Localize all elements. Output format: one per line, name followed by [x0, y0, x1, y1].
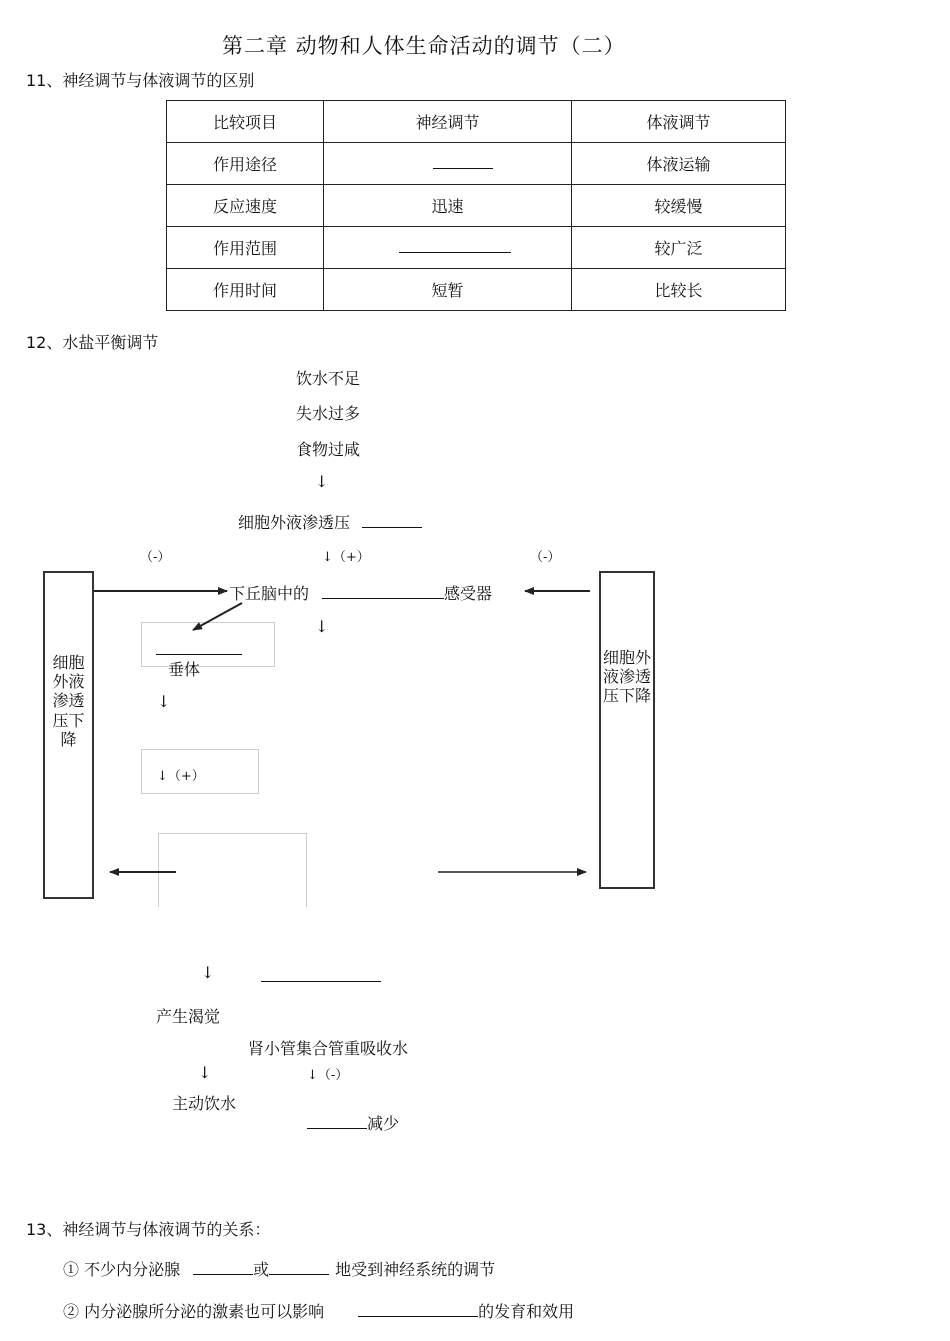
hormone-name-blank — [261, 967, 381, 986]
down-arrow-icon: ↓ — [315, 472, 329, 491]
table-cell-humoral: 较缓慢 — [572, 185, 786, 227]
down-arrow-icon: ↓ — [198, 1063, 212, 1082]
kidney-label: 肾小管集合管重吸收水 — [248, 1039, 409, 1058]
plus-arrow: ↓（+） — [322, 550, 370, 565]
minus-sign-left: （-） — [140, 550, 171, 565]
thirst-label: 产生渴觉 — [156, 1007, 221, 1026]
hypothalamus-suffix: 感受器 — [444, 584, 493, 603]
cause-text: 食物过咸 — [296, 440, 361, 459]
table-cell-neural: 短暂 — [324, 269, 572, 311]
pituitary-label: 垂体 — [168, 660, 201, 679]
table-cell-item: 反应速度 — [167, 185, 324, 227]
relation-text: 的发育和效用 — [478, 1302, 575, 1321]
table-header-cell: 比较项目 — [167, 101, 324, 143]
down-arrow-icon: ↓ — [315, 617, 329, 636]
table-cell-item: 作用时间 — [167, 269, 324, 311]
relation-text: ① 不少内分泌腺 — [63, 1260, 181, 1279]
hypothalamus-prefix: 下丘脑中的 — [229, 584, 310, 603]
section-13-heading: 13、神经调节与体液调节的关系： — [26, 1220, 271, 1239]
left-feedback-text: 细胞外液渗透压下降 — [52, 653, 85, 749]
reduce-text: 减少 — [367, 1114, 400, 1133]
table-cell-humoral: 较广泛 — [572, 227, 786, 269]
relation-line-1 — [63, 1257, 495, 1280]
relation-line-2 — [63, 1299, 574, 1322]
down-arrow-icon: ↓ — [157, 692, 171, 711]
section-12-heading: 12、水盐平衡调节 — [26, 333, 159, 352]
fill-blank[interactable] — [261, 967, 381, 982]
section-11-heading: 11、神经调节与体液调节的区别 — [26, 71, 255, 90]
table-header-cell: 体液调节 — [572, 101, 786, 143]
fill-blank[interactable] — [358, 1302, 478, 1317]
table-header-cell: 神经调节 — [324, 101, 572, 143]
relation-text: 地受到神经系统的调节 — [335, 1260, 496, 1279]
fill-blank[interactable] — [269, 1260, 329, 1275]
down-arrow-icon: ↓ — [201, 963, 215, 982]
fill-blank[interactable] — [307, 1114, 367, 1129]
arrow-hypothalamus-to-pituitary — [193, 603, 242, 630]
cause-text: 饮水不足 — [296, 369, 361, 388]
relation-text: 或 — [253, 1260, 270, 1279]
minus-sign-right: （-） — [530, 550, 561, 565]
cause-text: 失水过多 — [296, 404, 361, 423]
table-cell-neural: 迅速 — [324, 185, 572, 227]
table-cell-item: 作用范围 — [167, 227, 324, 269]
relation-text: ② 内分泌腺所分泌的激素也可以影响 — [63, 1302, 325, 1321]
drink-label: 主动饮水 — [172, 1094, 237, 1113]
plus-arrow: ↓（+） — [157, 769, 205, 784]
osmotic-pressure-text: 细胞外液渗透压 — [238, 513, 351, 532]
table-cell-humoral: 比较长 — [572, 269, 786, 311]
fill-blank[interactable] — [193, 1260, 253, 1275]
page-title: 第二章 动物和人体生命活动的调节（二） — [222, 34, 626, 58]
minus-arrow: ↓（-） — [307, 1068, 349, 1083]
table-cell-item: 作用途径 — [167, 143, 324, 185]
reduce-line — [307, 1111, 399, 1134]
table-cell-humoral: 体液运输 — [572, 143, 786, 185]
right-feedback-text: 细胞外液渗透压下降 — [602, 648, 651, 706]
